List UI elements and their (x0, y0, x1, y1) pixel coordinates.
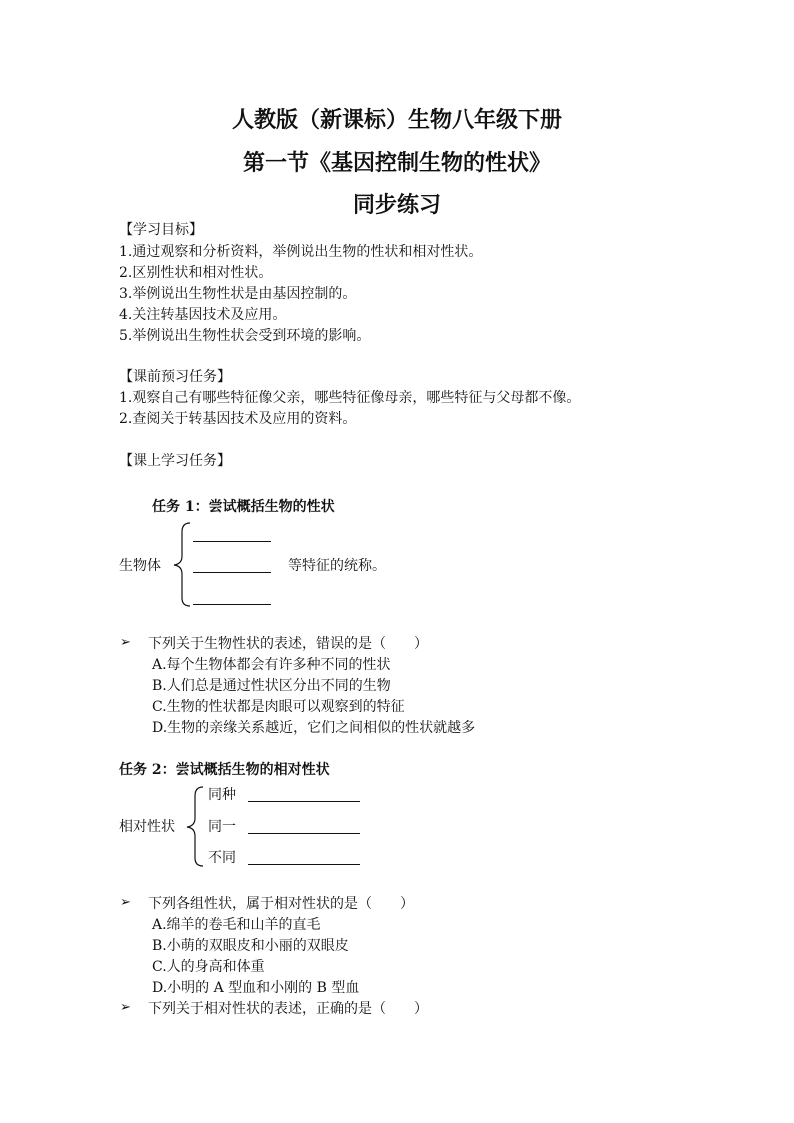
goal-item: 3.举例说出生物性状是由基因控制的。 (119, 286, 357, 302)
task2-q1-option-c: C.人的身高和体重 (152, 959, 265, 975)
task1-blank-2[interactable] (193, 572, 271, 573)
task2-left-label: 相对性状 (119, 819, 175, 835)
task2-q1-option-d: D.小明的 A 型血和小刚的 B 型血 (152, 980, 360, 996)
preview-heading: 【课前预习任务】 (119, 369, 231, 385)
task2-blank-2[interactable] (248, 833, 360, 834)
task1-option-b: B.人们总是通过性状区分出不同的生物 (152, 678, 391, 694)
task1-suffix: 等特征的统称。 (288, 558, 386, 574)
task2-question1-stem: 下列各组性状，属于相对性状的是（ ） (148, 896, 414, 912)
section-title: 第一节《基因控制生物的性状》 (242, 150, 551, 176)
page-title: 人教版（新课标）生物八年级下册 (231, 107, 562, 133)
task1-blank-3[interactable] (193, 604, 271, 605)
task1-title: 任务 1：尝试概括生物的性状 (152, 499, 335, 515)
task2-title: 任务 2：尝试概括生物的相对性状 (119, 762, 330, 778)
task1-option-c: C.生物的性状都是肉眼可以观察到的特征 (152, 699, 405, 715)
preview-item: 2.查阅关于转基因技术及应用的资料。 (119, 411, 357, 427)
goal-item: 4.关注转基因技术及应用。 (119, 307, 287, 323)
goal-item: 2.区别性状和相对性状。 (119, 265, 273, 281)
task1-brace (170, 520, 194, 610)
task2-blank-3[interactable] (248, 864, 360, 865)
inclass-heading: 【课上学习任务】 (119, 453, 231, 469)
task2-question2-stem: 下列关于相对性状的表述，正确的是（ ） (148, 1001, 428, 1017)
subtitle: 同步练习 (352, 192, 441, 218)
task1-question-stem: 下列关于生物性状的表述，错误的是（ ） (148, 636, 428, 652)
task2-blank-1[interactable] (248, 801, 360, 802)
arrow-bullet-icon: ➢ (120, 1000, 131, 1015)
goal-item: 1.通过观察和分析资料，举例说出生物的性状和相对性状。 (119, 244, 483, 260)
task1-left-label: 生物体 (119, 558, 161, 574)
task2-branch-1: 同种 (208, 787, 236, 803)
task1-blank-1[interactable] (193, 541, 271, 542)
preview-item: 1.观察自己有哪些特征像父亲，哪些特征像母亲，哪些特征与父母都不像。 (119, 390, 581, 406)
task2-brace (183, 784, 207, 870)
goal-item: 5.举例说出生物性状会受到环境的影响。 (119, 328, 371, 344)
goals-heading: 【学习目标】 (119, 222, 203, 238)
task2-branch-2: 同一 (208, 819, 236, 835)
arrow-bullet-icon: ➢ (120, 635, 131, 650)
task2-q1-option-b: B.小萌的双眼皮和小丽的双眼皮 (152, 938, 349, 954)
task1-option-d: D.生物的亲缘关系越近，它们之间相似的性状就越多 (152, 720, 476, 736)
task2-branch-3: 不同 (208, 850, 236, 866)
task1-option-a: A.每个生物体都会有许多种不同的性状 (152, 657, 391, 673)
arrow-bullet-icon: ➢ (120, 895, 131, 910)
task2-q1-option-a: A.绵羊的卷毛和山羊的直毛 (152, 917, 321, 933)
